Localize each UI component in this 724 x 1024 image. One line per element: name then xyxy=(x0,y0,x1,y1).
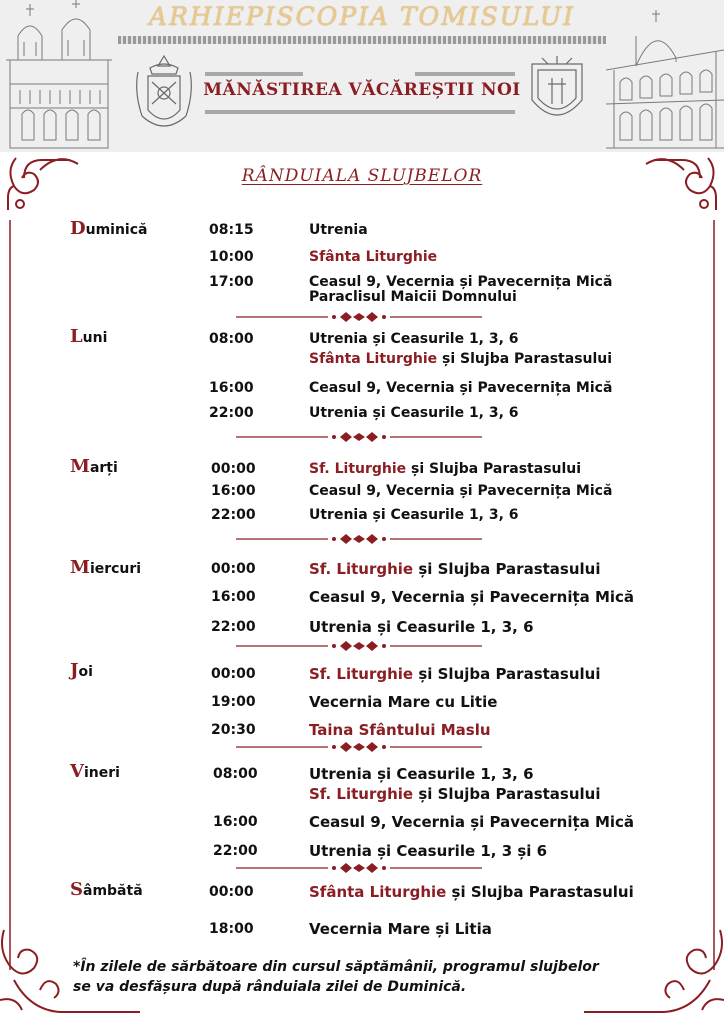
service-text: și Slujba Parastasului xyxy=(413,560,601,578)
archdiocese-title: ARHIEPISCOPIA TOMISULUI xyxy=(149,2,575,31)
service-text: Utrenia și Ceasurile 1, 3 și 6 xyxy=(309,842,548,860)
service-name xyxy=(309,461,581,477)
service-name xyxy=(309,351,612,367)
service-text: Utrenia xyxy=(309,222,368,238)
service-time: 00:00 xyxy=(209,884,254,900)
footer-note xyxy=(73,957,673,997)
service-highlight: Sfânta Liturghie xyxy=(309,249,438,265)
day-label xyxy=(70,456,118,477)
service-name xyxy=(309,249,437,265)
service-text: și Slujba Parastasului xyxy=(406,461,582,477)
ornament-divider xyxy=(236,741,482,753)
service-time: 22:00 xyxy=(211,507,256,523)
service-name xyxy=(309,618,534,636)
day-label xyxy=(70,879,143,900)
service-highlight: Sf. Liturghie xyxy=(309,560,414,578)
service-name xyxy=(309,813,634,831)
service-name xyxy=(309,331,519,347)
service-name xyxy=(309,483,612,499)
service-name xyxy=(309,289,517,305)
service-highlight: Sfânta Liturghie xyxy=(309,883,447,901)
service-name xyxy=(309,274,612,290)
service-time: 00:00 xyxy=(211,461,256,477)
day-label xyxy=(70,761,120,782)
service-name xyxy=(309,560,601,578)
service-name xyxy=(309,222,368,238)
service-name xyxy=(309,765,534,783)
monastery-line-bottom xyxy=(205,110,515,114)
service-text: Utrenia și Ceasurile 1, 3, 6 xyxy=(309,507,519,523)
service-name xyxy=(309,842,547,860)
service-highlight: Sf. Liturghie xyxy=(309,785,414,803)
service-text: Ceasul 9, Vecernia și Pavecernița Mică xyxy=(309,380,613,396)
service-name xyxy=(309,405,519,421)
day-name: âmbătă xyxy=(83,883,143,899)
service-time: 22:00 xyxy=(209,405,254,421)
day-label xyxy=(70,218,147,239)
ornament-divider xyxy=(236,311,482,323)
monastery-line-left xyxy=(205,72,303,76)
service-text: Ceasul 9, Vecernia și Pavecernița Mică xyxy=(309,813,635,831)
day-name: arți xyxy=(89,460,118,476)
footer-note-line-1: *În zilele de sărbătoare din cursul săptămânii, programul slujbelor xyxy=(73,959,599,975)
service-time: 16:00 xyxy=(209,380,254,396)
day-initial: J xyxy=(70,660,79,681)
monastery-name: MĂNĂSTIREA VĂCĂREȘTII NOI xyxy=(203,80,521,100)
service-time: 17:00 xyxy=(209,274,254,290)
service-time: 08:00 xyxy=(213,766,258,782)
service-text: Utrenia și Ceasurile 1, 3, 6 xyxy=(309,765,534,783)
service-text: Ceasul 9, Vecernia și Pavecernița Mică xyxy=(309,274,613,290)
service-time: 00:00 xyxy=(211,561,256,577)
schedule-title-text: RÂNDUIALA SLUJBELOR xyxy=(241,166,483,186)
monastery-line-right xyxy=(415,72,515,76)
day-initial: V xyxy=(70,761,84,782)
day-initial: L xyxy=(70,326,83,347)
service-text: Ceasul 9, Vecernia și Pavecernița Mică xyxy=(309,483,613,499)
service-time: 20:30 xyxy=(211,722,256,738)
service-name xyxy=(309,693,497,711)
ornament-divider xyxy=(236,533,482,545)
service-text: Paraclisul Maicii Domnului xyxy=(309,289,517,305)
day-label xyxy=(70,326,107,347)
service-name xyxy=(309,721,491,739)
footer-note-line-2: se va desfășura după rânduiala zilei de Duminică. xyxy=(73,979,467,995)
service-time: 16:00 xyxy=(211,483,256,499)
service-text: și Slujba Parastasului xyxy=(446,883,634,901)
service-highlight: Taina Sfântului Maslu xyxy=(309,721,491,739)
service-time: 19:00 xyxy=(211,694,256,710)
day-name: ineri xyxy=(83,765,120,781)
day-initial: M xyxy=(70,456,90,477)
day-initial: D xyxy=(70,218,86,239)
day-name: uni xyxy=(82,330,108,346)
service-time: 16:00 xyxy=(211,589,256,605)
service-text: Utrenia și Ceasurile 1, 3, 6 xyxy=(309,331,519,347)
day-name: uminică xyxy=(85,222,148,238)
service-highlight: Sf. Liturghie xyxy=(309,665,414,683)
service-name xyxy=(309,588,634,606)
day-label xyxy=(70,660,93,681)
day-name: iercuri xyxy=(89,561,142,577)
service-text: Vecernia Mare cu Litie xyxy=(309,693,498,711)
service-name xyxy=(309,665,601,683)
service-name xyxy=(309,785,601,803)
service-time: 16:00 xyxy=(213,814,258,830)
service-name xyxy=(309,507,519,523)
day-name: oi xyxy=(78,664,93,680)
service-time: 18:00 xyxy=(209,921,254,937)
ornament-divider xyxy=(236,640,482,652)
schedule-title xyxy=(0,166,724,186)
service-text: și Slujba Parastasului xyxy=(437,351,613,367)
service-time: 08:15 xyxy=(209,222,254,238)
day-label xyxy=(70,557,141,578)
service-time: 08:00 xyxy=(209,331,254,347)
service-time: 22:00 xyxy=(211,619,256,635)
service-highlight: Sf. Liturghie xyxy=(309,461,407,477)
day-initial: M xyxy=(70,557,90,578)
service-name xyxy=(309,920,492,938)
service-text: Vecernia Mare și Litia xyxy=(309,920,492,938)
title-ornament-bar xyxy=(118,36,606,44)
service-time: 10:00 xyxy=(209,249,254,265)
service-text: Utrenia și Ceasurile 1, 3, 6 xyxy=(309,405,519,421)
service-text: Ceasul 9, Vecernia și Pavecernița Mică xyxy=(309,588,635,606)
ornament-divider xyxy=(236,862,482,874)
service-text: și Slujba Parastasului xyxy=(413,665,601,683)
ornament-divider xyxy=(236,431,482,443)
service-name xyxy=(309,380,612,396)
service-text: Utrenia și Ceasurile 1, 3, 6 xyxy=(309,618,534,636)
service-time: 22:00 xyxy=(213,843,258,859)
service-time: 00:00 xyxy=(211,666,256,682)
day-initial: S xyxy=(70,879,83,900)
service-highlight: Sfânta Liturghie xyxy=(309,351,438,367)
service-name xyxy=(309,883,634,901)
service-text: și Slujba Parastasului xyxy=(413,785,601,803)
